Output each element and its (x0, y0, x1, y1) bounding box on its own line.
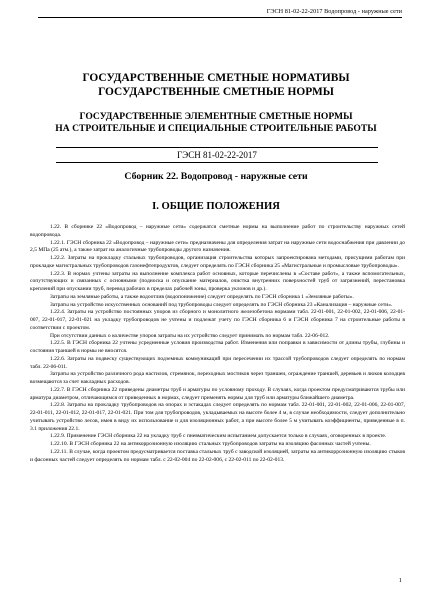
paragraph: Затраты на земляные работы, а также водоотлив (водопонижение) следует определять по ГЭСН сборника 1 «Земляные работы». (50, 293, 354, 300)
paragraph: При отсутствии данных о количестве упоров затраты на их устройство следует принимать по нормам табл. 22-06-012. (50, 332, 330, 339)
paragraph: 1.22.7. В ГЭСН сборника 22 приведены диаметры труб и арматуры по условному проходу. В случаях, когда проектом предусматриваются трубы или арматура диаметром, отличающимся от приведенных в нормах, следует применять нормы для труб или арматуры ближайшего диаметра. (30, 386, 405, 401)
title-block (30, 72, 402, 135)
title-line-3: ГОСУДАРСТВЕННЫЕ ЭЛЕМЕНТНЫЕ СМЕТНЫЕ НОРМЫ (79, 111, 353, 122)
paragraph: 1.22. В сборнике 22 «Водопровод – наружные сети» содержатся сметные нормы на выполнение работ по строительству наружных сетей водопровода. (30, 224, 405, 238)
collection-title: Сборник 22. Водопровод - наружные сети (124, 171, 308, 182)
title-line-2: ГОСУДАРСТВЕННЫЕ СМЕТНЫЕ НОРМЫ (98, 85, 334, 98)
paragraph: Затраты на устройство различного рода настилов, стремянок, переходных мостиков через траншеи, ограждение траншей, деревьев и люков колодцев возмещаются за счет накладных расходов. (30, 371, 405, 385)
paragraph: Затраты на устройство искусственных оснований под трубопроводы следует определять по ГЭСН сборника 23 «Канализация – наружные сети». (50, 301, 393, 308)
paragraph: 1.22.6. Затраты на подвеску существующих подземных коммуникаций при пересечении их трассой трубопроводов следует определять по нормам табл. 22-06-011. (30, 355, 405, 370)
title-line-4: НА СТРОИТЕЛЬНЫЕ И СПЕЦИАЛЬНЫЕ СТРОИТЕЛЬНЫЕ РАБОТЫ (55, 123, 377, 135)
running-header: ГЭСН 81-02-22-2017 Водопровод - наружные сети (266, 8, 402, 15)
paragraph: 1.22.11. В случае, когда проектом предусматривается поставка стальных труб с заводской изоляцией, затраты на антикоррозионную изоляцию стыков и фасонных частей следует определять по нормам табл. с 22-02-004 по 22-02-006, с 22-02-011 по 22-02-013. (30, 448, 405, 463)
document-code: ГЭСН 81-02-22-2017 (56, 147, 378, 163)
body-text (30, 224, 405, 464)
section-heading: I. ОБЩИЕ ПОЛОЖЕНИЯ (152, 201, 280, 212)
paragraph: 1.22.9. Применение ГЭСН сборника 22 на укладку труб с пневматическим испытанием допускается только в случаях, оговоренных в проекте. (50, 433, 387, 440)
paragraph: 1.22.10. В ГЭСН сборника 22 на антикоррозионную изоляцию стальных трубопроводов затраты на изоляцию фасонных частей учтены. (50, 441, 371, 447)
paragraph: 1.22.1. ГЭСН сборника 22 «Водопровод – наружные сети» предназначены для определения затрат на наружные сети водоснабжения при давлении до 2,5 МПа (25 атм.), а также затрат на аналогичные трубопроводы другого назначения. (30, 239, 405, 254)
paragraph: 1.22.8. Затраты на прокладку трубопроводов на опорах и эстакадах следует определять по нормам табл. 22-01-001, 22-01-002, 22-01-006, 22-01-007, 22-01-011, 22-01-012, 22-01-017, 22-01-021. При том для трубопроводов, укладываемых на высоте более 4 м, в случае необходимости, следует дополнительно учитывать устройство лесов, имея в виду их использование и для изоляционных работ, а при высоте более 5 м учитывать коэффициенты, приведенные в п. 3.1 приложения 22.1. (30, 402, 405, 432)
paragraph: 1.22.3. В нормах учтены затраты на выполнение комплекса работ основных, которые перечислены в «Составе работ», а также вспомогательных, сопутствующих и связанных с основными (подноска и опускание материалов, очистка внутренних поверхностей труб от загрязнений, перестановка креплений при опускании труб, перевод рабочих в пределах рабочей зоны, проверка уклонов и др.). (30, 270, 405, 292)
title-line-1: ГОСУДАРСТВЕННЫЕ СМЕТНЫЕ НОРМАТИВЫ (82, 72, 350, 84)
page-number: 1 (398, 577, 402, 584)
header-rule (38, 17, 402, 18)
paragraph: 1.22.4. Затраты на устройство постоянных упоров из сборного и монолитного железобетона нормами табл. 22-01-001, 22-01-002, 22-01-006, 22-01-007, 22-01-017, 22-01-021 на укладку трубопроводов не учтены и подлежат учету по ГЭСН сборника 6 и ГЭСН сборника 7 на строительные работы в соответствии с проектом. (30, 309, 405, 331)
paragraph: 1.22.2. Затраты на прокладку стальных трубопроводов, организация строительства которых запроектирована методами, присущими работам при прокладке магистральных трубопроводов газонефтепродуктов, следует определять по ГЭСН сборника 25 «Магистральные и промысловые трубопроводы». (30, 255, 405, 269)
paragraph: 1.22.5. В ГЭСН сборника 22 учтены усредненные условия производства работ. Изменения или поправки в зависимости от длины трубы, глубины и состояния траншей в нормы не вносятся. (30, 340, 405, 354)
